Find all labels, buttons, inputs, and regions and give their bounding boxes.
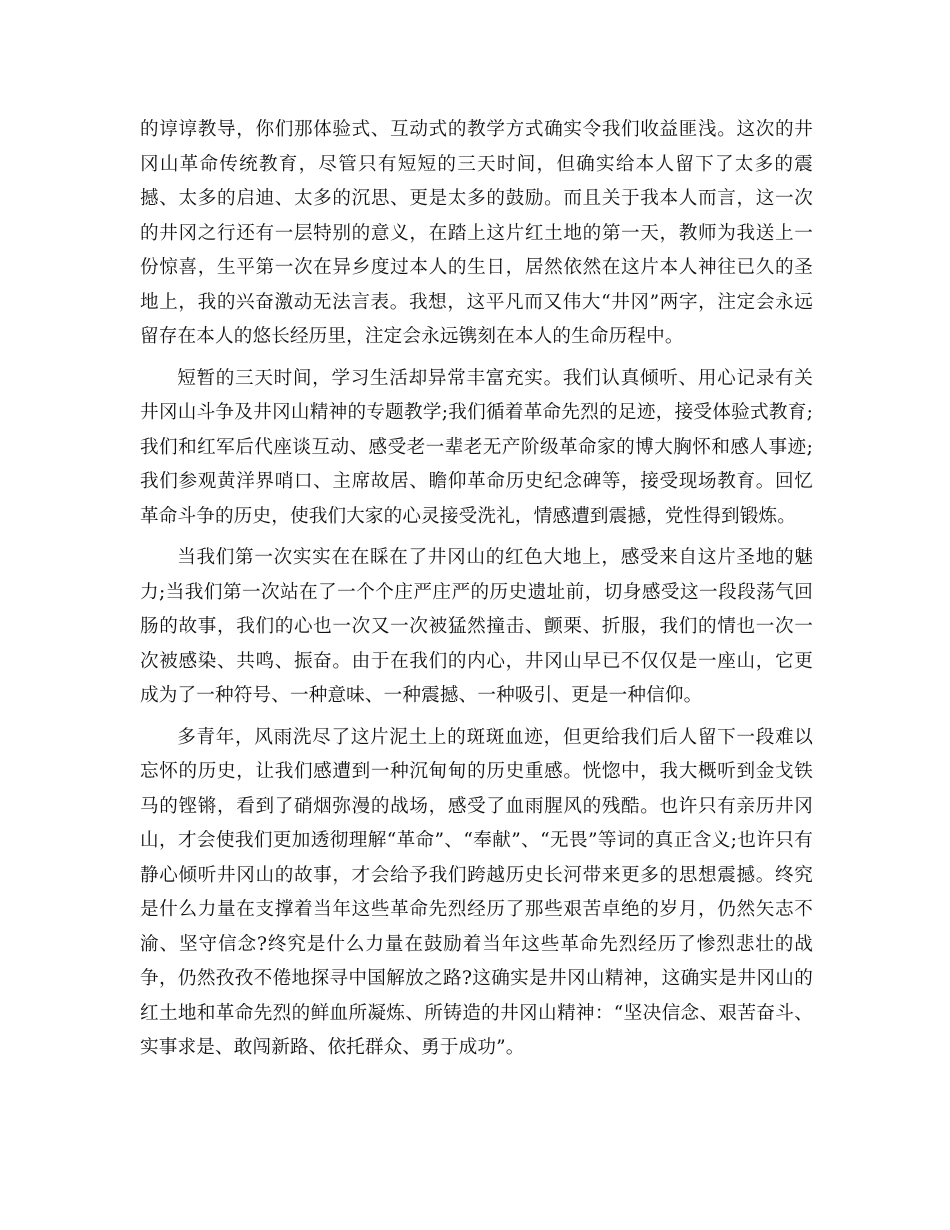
paragraph-4: 多青年，风雨洗尽了这片泥土上的斑斑血迹，但更给我们后人留下一段难以忘怀的历史，让我们感遭到一种沉甸甸的历史重感。恍惚中，我大概听到金戈铁马的铿锵，看到了硝烟弥漫的战场，感受了血雨腥风的残酷。也许只有亲历井冈山，才会使我们更加透彻理解“革命”、“奉献”、“无畏”等词的真正含义;也许只有静心倾听井冈山的故事，才会给予我们跨越历史长河带来更多的思想震撼。终究是什么力量在支撑着当年这些革命先烈经历了那些艰苦卓绝的岁月，仍然矢志不渝、坚守信念?终究是什么力量在鼓励着当年这些革命先烈经历了惨烈悲壮的战争，仍然孜孜不倦地探寻中国解放之路?这确实是井冈山精神，这确实是井冈山的红土地和革命先烈的鲜血所凝炼、所铸造的井冈山精神：“坚决信念、艰苦奋斗、实事求是、敢闯新路、依托群众、勇于成功”。 [140, 726, 813, 1058]
paragraph-3: 当我们第一次实实在在睬在了井冈山的红色大地上，感受来自这片圣地的魅力;当我们第一次站在了一个个庄严庄严的历史遗址前，切身感受这一段段荡气回肠的故事，我们的心也一次又一次被猛然撞击、颤栗、折服，我们的情也一次一次被感染、共鸣、振奋。由于在我们的内心，井冈山早已不仅仅是一座山，它更成为了一种符号、一种意味、一种震撼、一种吸引、更是一种信仰。 [140, 547, 813, 706]
paragraph-2: 短暂的三天时间，学习生活却异常丰富充实。我们认真倾听、用心记录有关井冈山斗争及井冈山精神的专题教学;我们循着革命先烈的足迹，接受体验式教育;我们和红军后代座谈互动、感受老一辈老无产阶级革命家的博大胸怀和感人事迹;我们参观黄洋界哨口、主席故居、瞻仰革命历史纪念碑等，接受现场教育。回忆革命斗争的历史，使我们大家的心灵接受洗礼，情感遭到震撼，党性得到锻炼。 [140, 367, 813, 527]
paragraph-1: 的谆谆教导，你们那体验式、互动式的教学方式确实令我们收益匪浅。这次的井冈山革命传统教育，尽管只有短短的三天时间，但确实给本人留下了太多的震撼、太多的启迪、太多的沉思、更是太多的鼓励。而且关于我本人而言，这一次的井冈之行还有一层特别的意义，在踏上这片红土地的第一天，教师为我送上一份惊喜，生平第一次在异乡度过本人的生日，居然依然在这片本人神往已久的圣地上，我的兴奋激动无法言表。我想，这平凡而又伟大“井冈”两字，注定会永远留存在本人的悠长经历里，注定会永远镌刻在本人的生命历程中。 [140, 119, 813, 347]
document-body [140, 113, 813, 1073]
